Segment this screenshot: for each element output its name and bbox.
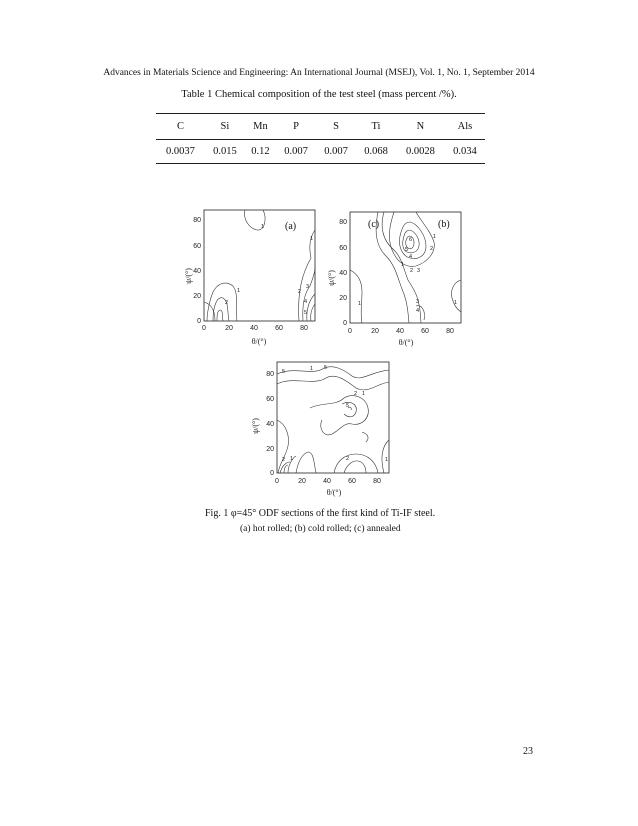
svg-text:1: 1	[454, 300, 458, 306]
y-axis-label: ψ/(°)	[184, 268, 193, 284]
svg-text:1: 1	[237, 288, 241, 294]
column-header: C	[156, 114, 205, 140]
svg-text:1: 1	[385, 457, 389, 463]
table-cell: 0.034	[445, 140, 485, 164]
svg-text:1: 1	[362, 391, 366, 397]
svg-text:4: 4	[416, 308, 420, 314]
x-tick: 60	[421, 328, 429, 335]
table-cell: 0.068	[356, 140, 396, 164]
y-tick: 40	[193, 268, 201, 275]
svg-text:1: 1	[358, 301, 362, 307]
table-cell: 0.007	[276, 140, 316, 164]
plot-frame	[277, 362, 389, 473]
svg-text:2: 2	[282, 457, 286, 463]
svg-text:2: 2	[225, 300, 229, 306]
table-header-row	[156, 114, 485, 140]
table-caption: Table 1 Chemical composition of the test steel (mass percent /%).	[181, 89, 457, 100]
svg-text:1: 1	[310, 236, 314, 242]
y-tick: 20	[339, 295, 347, 302]
svg-text:2: 2	[410, 268, 414, 274]
svg-text:1: 1	[433, 234, 437, 240]
y-tick: 80	[339, 219, 347, 226]
y-tick: 60	[339, 245, 347, 252]
svg-text:5: 5	[346, 403, 350, 409]
running-header: Advances in Materials Science and Engineering: An International Journal (MSEJ), Vol. 1, No. 1, September 2014	[103, 68, 535, 78]
column-header: Als	[445, 114, 485, 140]
x-tick: 80	[446, 328, 454, 335]
y-tick: 0	[197, 318, 201, 325]
y-tick: 20	[266, 446, 274, 453]
panel-label: (b)	[438, 219, 450, 230]
figure-caption: Fig. 1 φ=45° ODF sections of the first kind of Ti-IF steel.	[205, 508, 436, 519]
column-header: Mn	[245, 114, 276, 140]
svg-text:1: 1	[261, 224, 265, 230]
contour-labels	[358, 234, 457, 314]
odf-plot-b	[324, 210, 464, 348]
svg-text:5: 5	[405, 247, 409, 253]
table-cell: 0.0037	[156, 140, 205, 164]
x-tick: 80	[300, 325, 308, 332]
svg-text:1: 1	[290, 456, 294, 462]
table-cell: 0.007	[316, 140, 356, 164]
x-tick: 40	[396, 328, 404, 335]
x-tick: 40	[323, 478, 331, 485]
table-row	[156, 140, 485, 164]
x-tick: 60	[275, 325, 283, 332]
y-tick: 60	[193, 243, 201, 250]
y-tick: 80	[193, 217, 201, 224]
svg-text:2: 2	[346, 456, 350, 462]
x-tick: 0	[202, 325, 206, 332]
table-cell: 0.0028	[396, 140, 445, 164]
x-tick: 80	[373, 478, 381, 485]
column-header: P	[276, 114, 316, 140]
figure-subcaption: (a) hot rolled; (b) cold rolled; (c) annealed	[240, 524, 401, 534]
x-tick: 60	[348, 478, 356, 485]
svg-text:2: 2	[298, 289, 302, 295]
y-tick: 40	[266, 421, 274, 428]
contour-labels	[282, 365, 388, 463]
y-axis-label: ψ/(°)	[251, 418, 260, 434]
contour-lines	[204, 210, 315, 321]
odf-plot-a	[185, 210, 325, 348]
svg-text:5: 5	[324, 365, 328, 371]
odf-plot-c	[244, 362, 404, 500]
y-tick: 0	[343, 320, 347, 327]
y-axis-label: ψ/(°)	[327, 270, 336, 286]
y-tick: 40	[339, 270, 347, 277]
panel-label: (a)	[285, 221, 297, 232]
x-tick: 20	[298, 478, 306, 485]
x-axis-label: θ/(°)	[251, 337, 267, 346]
x-tick: 0	[348, 328, 352, 335]
y-tick: 0	[270, 470, 274, 477]
y-tick: 80	[266, 371, 274, 378]
svg-text:5: 5	[304, 310, 308, 316]
column-header: S	[316, 114, 356, 140]
svg-text:2: 2	[430, 246, 434, 252]
svg-text:2: 2	[354, 391, 358, 397]
svg-text:1: 1	[310, 366, 314, 372]
panel-label-c: (c)	[368, 219, 380, 230]
x-tick: 20	[225, 325, 233, 332]
x-tick: 40	[250, 325, 258, 332]
y-tick: 60	[266, 396, 274, 403]
svg-text:4: 4	[304, 299, 308, 305]
svg-text:3: 3	[416, 299, 420, 305]
svg-text:3: 3	[306, 284, 310, 290]
svg-text:4: 4	[409, 254, 413, 260]
column-header: N	[396, 114, 445, 140]
contour-labels	[225, 224, 313, 316]
column-header: Ti	[356, 114, 396, 140]
svg-text:6: 6	[409, 237, 413, 243]
x-axis-label: θ/(°)	[326, 488, 342, 497]
plot-frame	[204, 210, 315, 321]
x-tick: 0	[275, 478, 279, 485]
page-number: 23	[523, 746, 533, 757]
contour-lines	[277, 367, 389, 473]
composition-table	[156, 113, 485, 164]
table-cell: 0.015	[205, 140, 245, 164]
column-header: Si	[205, 114, 245, 140]
y-tick: 20	[193, 293, 201, 300]
svg-text:5: 5	[282, 369, 286, 375]
x-axis-label: θ/(°)	[398, 338, 414, 347]
table-cell: 0.12	[245, 140, 276, 164]
x-tick: 20	[371, 328, 379, 335]
svg-text:3: 3	[417, 268, 421, 274]
svg-text:1: 1	[401, 262, 405, 268]
